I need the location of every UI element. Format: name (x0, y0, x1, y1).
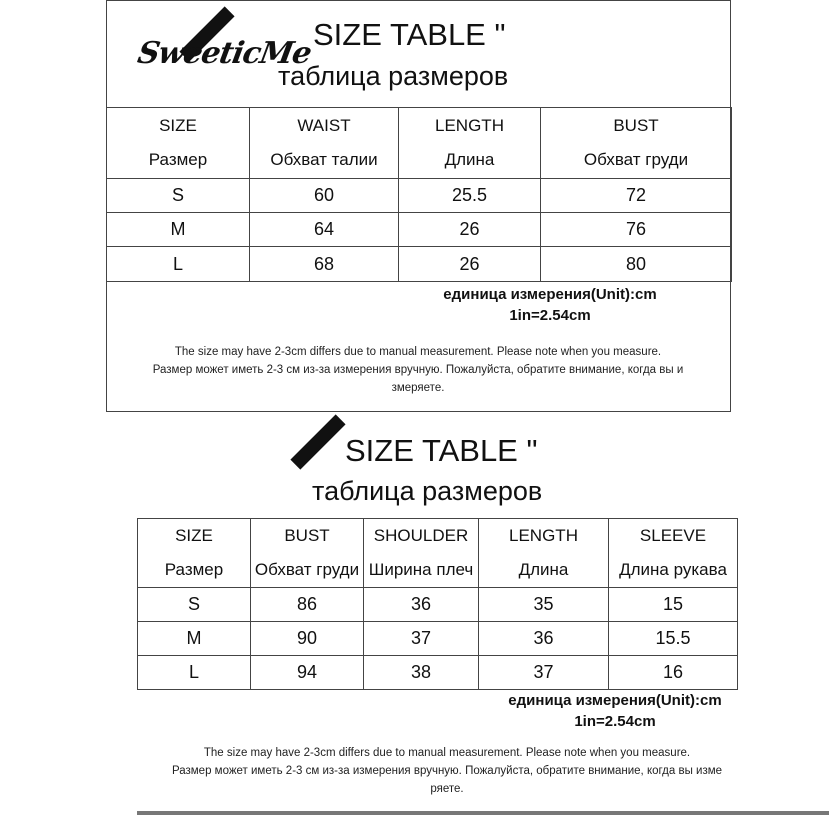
brand-logo: SweeticMe (134, 36, 314, 71)
header-bust: BUST Обхват груди (541, 108, 732, 179)
bottom-unit-note: единица измерения(Unit):cm 1in=2.54cm (508, 692, 722, 730)
cell: 68 (250, 247, 399, 282)
table-row (138, 588, 738, 622)
top-unit-note: единица измерения(Unit):cm 1in=2.54cm (443, 286, 657, 324)
table-header-row (107, 108, 732, 179)
cell: 94 (251, 656, 364, 690)
cell: S (107, 179, 250, 213)
slash-decoration-icon (290, 414, 345, 469)
cell: 15 (609, 588, 738, 622)
header-bust: BUST Обхват груди (251, 519, 364, 588)
cell: 35 (479, 588, 609, 622)
header-shoulder: SHOULDER Ширина плеч (364, 519, 479, 588)
cell: L (107, 247, 250, 282)
cell: 15.5 (609, 622, 738, 656)
cell: 72 (541, 179, 732, 213)
bottom-size-table (137, 518, 738, 690)
cell: 26 (399, 247, 541, 282)
top-measurement-note: The size may have 2-3cm differs due to manual measurement. Please note when you measure. Размер может иметь 2-3 см из-за измерения вручную. Пожалуйста, обратите внимание, когда вы и змеряете. (152, 346, 684, 394)
table-row (107, 247, 732, 282)
bottom-subtitle: таблица размеров (312, 476, 543, 506)
cell: 90 (251, 622, 364, 656)
header-size: SIZE Размер (107, 108, 250, 179)
cell: 25.5 (399, 179, 541, 213)
top-subtitle: таблица размеров (278, 61, 509, 91)
table-row (107, 179, 732, 213)
table-header-row (138, 519, 738, 588)
table-row (138, 622, 738, 656)
cell: 38 (364, 656, 479, 690)
cell: 36 (364, 588, 479, 622)
cell: 26 (399, 213, 541, 247)
cell: 37 (479, 656, 609, 690)
cell: 37 (364, 622, 479, 656)
cell: 60 (250, 179, 399, 213)
table-row (107, 213, 732, 247)
header-sleeve: SLEEVE Длина рукава (609, 519, 738, 588)
header-length: LENGTH Длина (479, 519, 609, 588)
cell: 76 (541, 213, 732, 247)
table-row (138, 656, 738, 690)
cell: 80 (541, 247, 732, 282)
header-length: LENGTH Длина (399, 108, 541, 179)
top-title: SIZE TABLE " (313, 17, 506, 52)
bottom-title: SIZE TABLE " (345, 433, 538, 468)
header-waist: WAIST Обхват талии (250, 108, 399, 179)
cell: S (138, 588, 251, 622)
cell: M (138, 622, 251, 656)
bottom-divider (137, 811, 829, 815)
cell: 64 (250, 213, 399, 247)
header-size: SIZE Размер (138, 519, 251, 588)
cell: M (107, 213, 250, 247)
bottom-measurement-note: The size may have 2-3cm differs due to manual measurement. Please note when you measure. Размер может иметь 2-3 см из-за измерения вручную. Пожалуйста, обратите внимание, когда вы изме ряете. (171, 747, 723, 795)
cell: 86 (251, 588, 364, 622)
top-size-table (106, 107, 732, 282)
cell: 16 (609, 656, 738, 690)
cell: 36 (479, 622, 609, 656)
cell: L (138, 656, 251, 690)
